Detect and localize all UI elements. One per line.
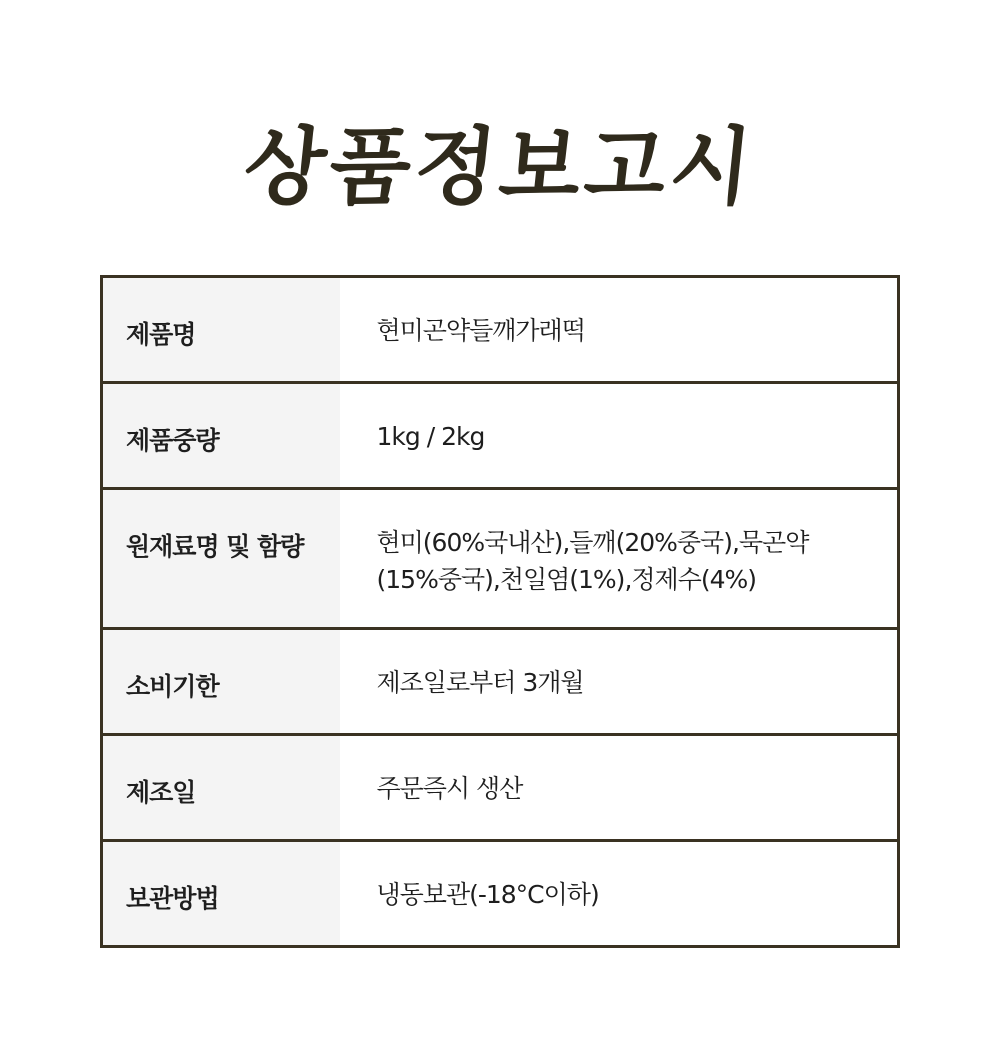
row-value: 제조일로부터 3개월	[340, 629, 899, 735]
row-label: 제품중량	[102, 383, 340, 489]
ingredients-line-2: (15%중국),천일염(1%),정제수(4%)	[376, 565, 757, 594]
row-value	[340, 489, 899, 629]
row-label: 원재료명 및 함량	[102, 489, 340, 629]
row-label: 보관방법	[102, 841, 340, 947]
table-row-weight	[102, 383, 899, 489]
table-row-expiry	[102, 629, 899, 735]
table-row-manufacture-date	[102, 735, 899, 841]
row-label: 소비기한	[102, 629, 340, 735]
row-label: 제품명	[102, 277, 340, 383]
ingredients-line-1: 현미(60%국내산),들깨(20%중국),묵곤약	[376, 528, 809, 557]
table-row-product-name	[102, 277, 899, 383]
product-info-table	[100, 275, 900, 948]
row-value: 냉동보관(-18°C이하)	[340, 841, 899, 947]
row-label: 제조일	[102, 735, 340, 841]
page-title: 상품정보고시	[239, 117, 761, 216]
table-row-storage	[102, 841, 899, 947]
row-value: 주문즉시 생산	[340, 735, 899, 841]
row-value: 1kg / 2kg	[340, 383, 899, 489]
row-value: 현미곤약들깨가래떡	[340, 277, 899, 383]
table-row-ingredients	[102, 489, 899, 629]
